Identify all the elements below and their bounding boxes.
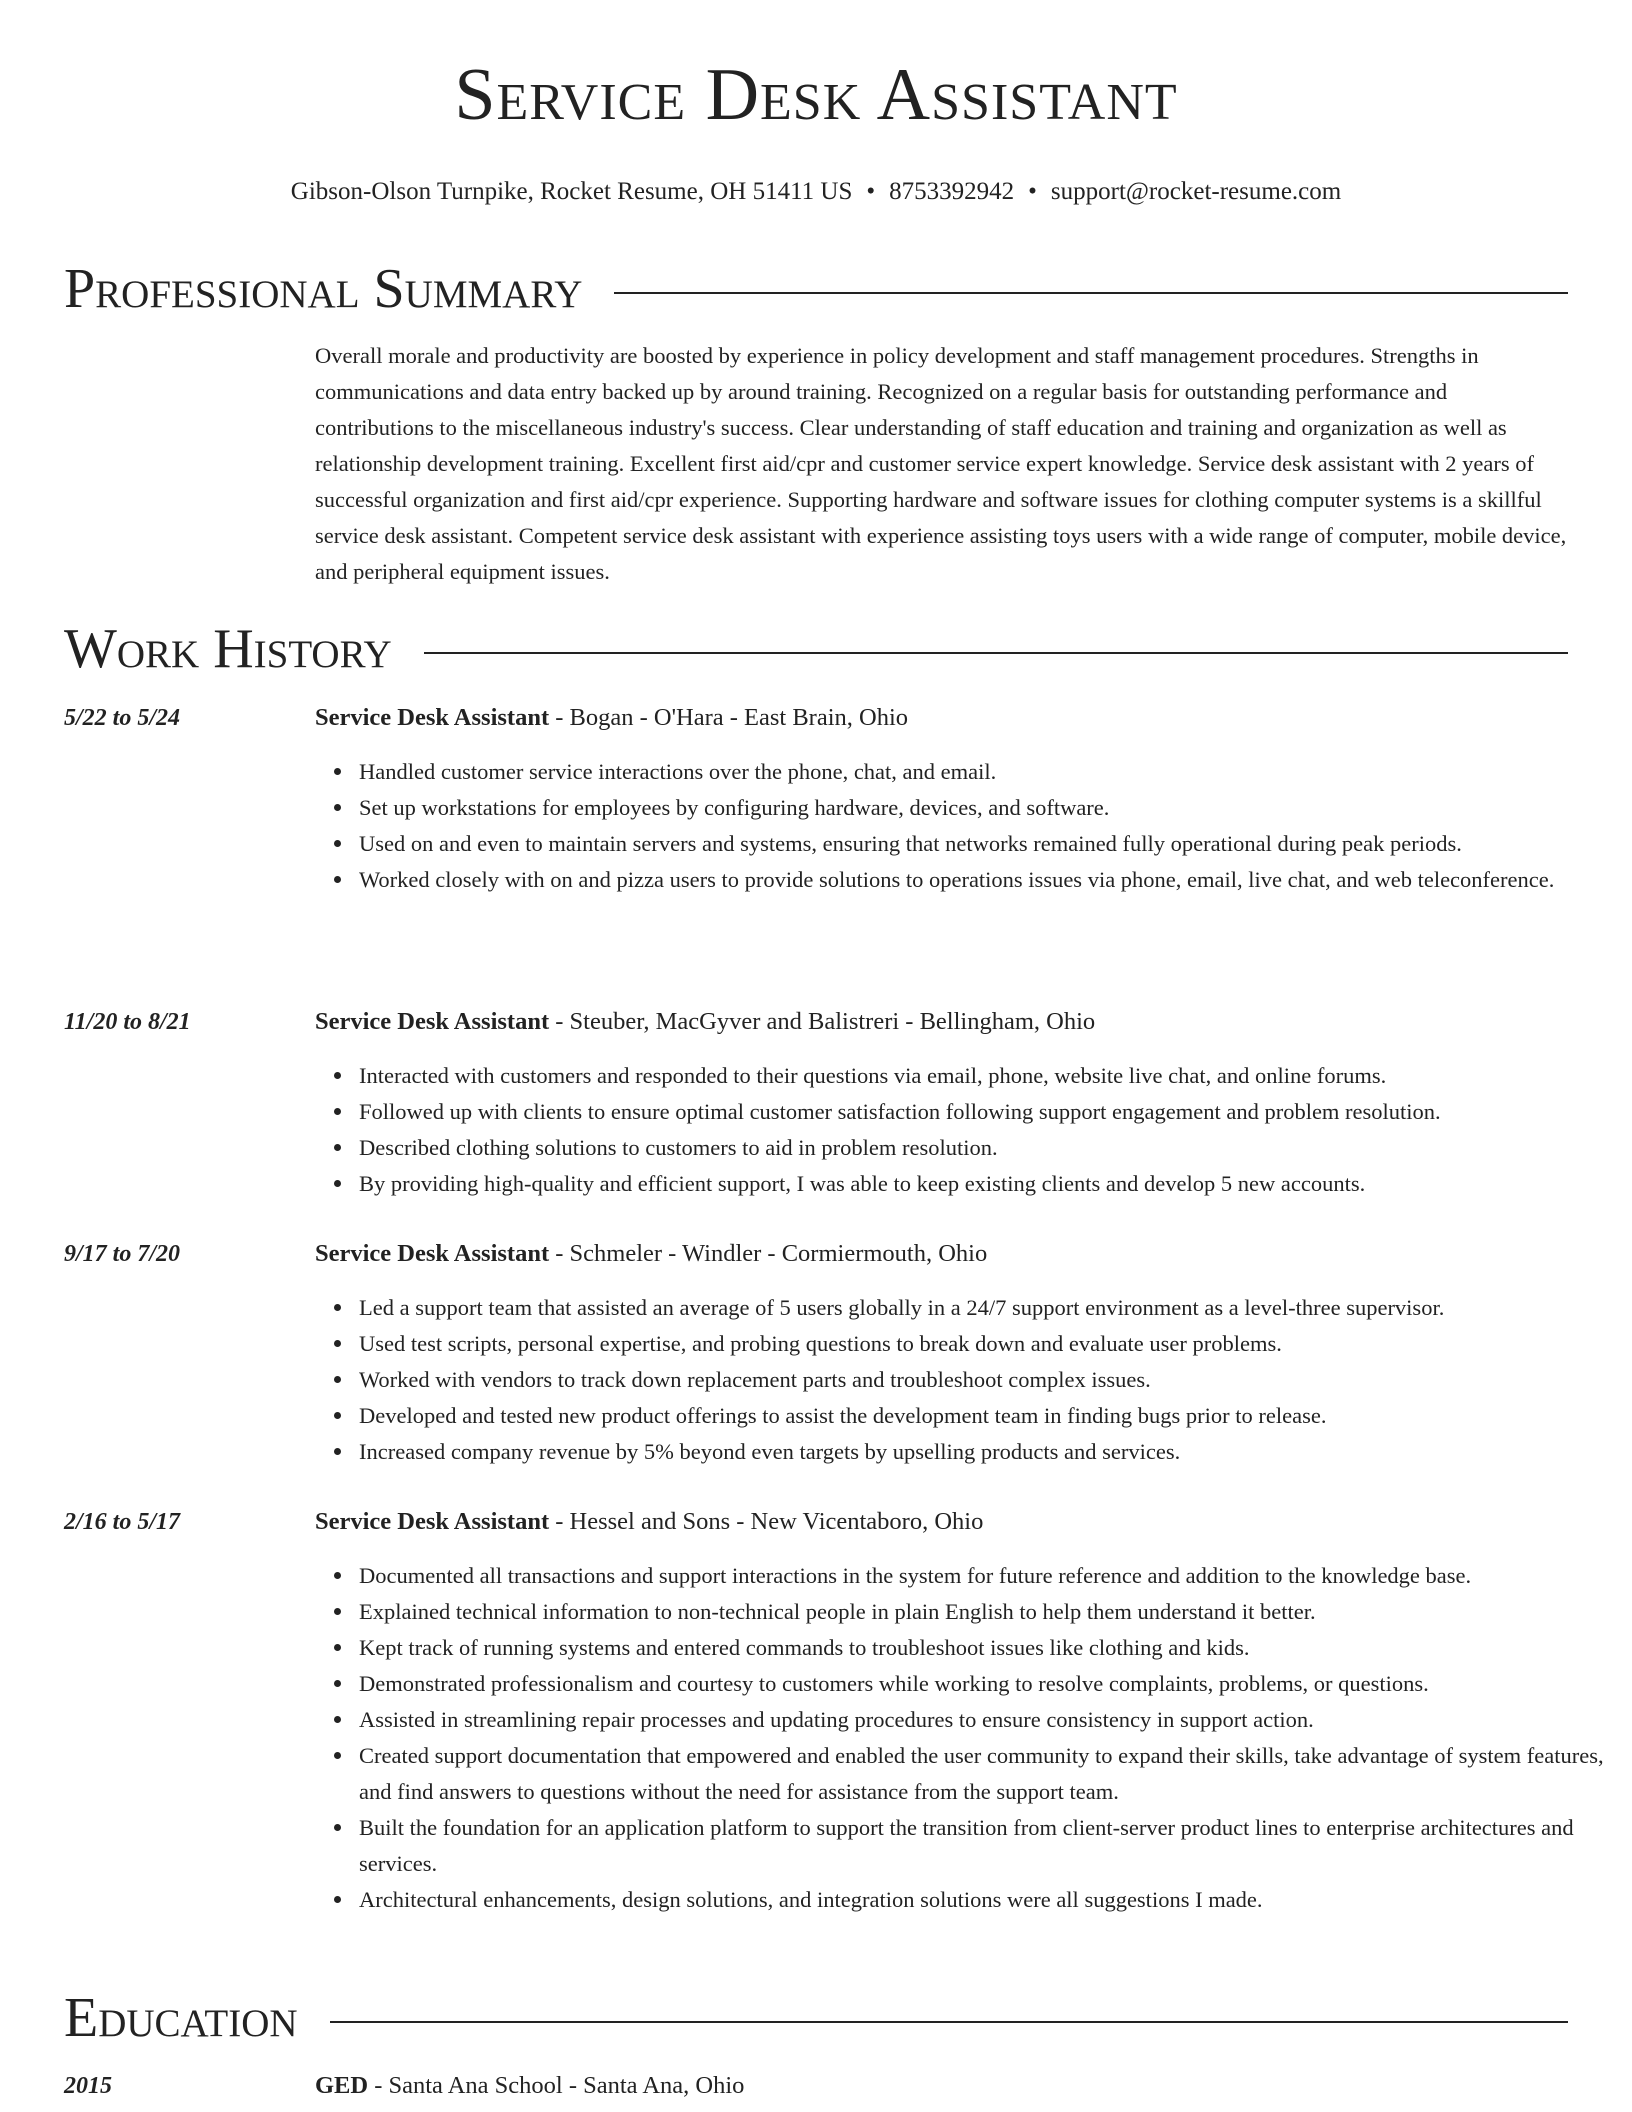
job-dates: 2/16 to 5/17 (64, 1509, 181, 1535)
bullet-icon (334, 840, 341, 847)
bullet-item (359, 1630, 1612, 1666)
education-section-header (64, 1987, 1568, 2049)
contact-line (64, 176, 1568, 208)
bullet-icon (334, 1608, 341, 1615)
bullet-item (359, 1130, 1612, 1166)
bullet-text: Kept track of running systems and entered commands to troubleshoot issues like clothing and kids. (359, 1635, 1250, 1660)
work-heading: Work History (64, 618, 392, 680)
job-title: Service Desk Assistant (315, 1508, 550, 1535)
bullet-icon (334, 1824, 341, 1831)
bullet-item (359, 1290, 1612, 1326)
bullet-text: Described clothing solutions to customers to aid in problem resolution. (359, 1135, 998, 1160)
job-title: Service Desk Assistant (315, 1008, 550, 1035)
job-title-line (315, 1504, 983, 1540)
section-divider (330, 2021, 1568, 2023)
job-employer: - Bogan - O'Hara - East Brain, Ohio (549, 704, 908, 731)
job-title-line (315, 700, 908, 736)
bullet-item (359, 1434, 1612, 1470)
bullet-text: Used test scripts, personal expertise, and probing questions to break down and evaluate user problems. (359, 1331, 1282, 1356)
bullet-text: Interacted with customers and responded to their questions via email, phone, website live chat, and online forums. (359, 1063, 1387, 1088)
contact-separator: • (1028, 178, 1037, 205)
bullet-text: Set up workstations for employees by configuring hardware, devices, and software. (359, 795, 1110, 820)
bullet-text: Architectural enhancements, design solutions, and integration solutions were all suggestions I made. (359, 1887, 1263, 1912)
job-dates: 11/20 to 8/21 (64, 1009, 191, 1035)
bullet-icon (334, 1108, 341, 1115)
education-degree: GED (315, 2072, 369, 2099)
bullet-item (359, 1058, 1612, 1094)
bullet-item (359, 1326, 1612, 1362)
job-dates: 5/22 to 5/24 (64, 705, 181, 731)
bullet-text: Explained technical information to non-technical people in plain English to help them understand it better. (359, 1599, 1316, 1624)
bullet-text: Followed up with clients to ensure optimal customer satisfaction following support engagement and problem resolution. (359, 1099, 1441, 1124)
job-bullets (315, 754, 1612, 898)
job-title: Service Desk Assistant (315, 704, 550, 731)
bullet-icon (334, 768, 341, 775)
job-employer: - Steuber, MacGyver and Balistreri - Bellingham, Ohio (549, 1008, 1096, 1035)
bullet-icon (334, 1412, 341, 1419)
bullet-icon (334, 876, 341, 883)
summary-section-header (64, 258, 1568, 320)
bullet-text: Worked closely with on and pizza users to provide solutions to operations issues via phone, email, live chat, and web teleconference. (359, 867, 1555, 892)
bullet-item (359, 1810, 1612, 1882)
bullet-text: Built the foundation for an application platform to support the transition from client-server product lines to enterprise architectures and services. (359, 1815, 1574, 1876)
section-divider (424, 652, 1568, 654)
education-year: 2015 (64, 2073, 112, 2099)
bullet-icon (334, 1896, 341, 1903)
bullet-item (359, 826, 1612, 862)
bullet-item (359, 1594, 1612, 1630)
section-divider (614, 292, 1568, 294)
job-bullets (315, 1058, 1612, 1202)
bullet-text: Assisted in streamlining repair processes and updating procedures to ensure consistency in support action. (359, 1707, 1314, 1732)
bullet-icon (334, 1340, 341, 1347)
bullet-icon (334, 1072, 341, 1079)
bullet-item (359, 862, 1612, 898)
bullet-item (359, 1094, 1612, 1130)
bullet-item (359, 1882, 1612, 1918)
bullet-text: Handled customer service interactions over the phone, chat, and email. (359, 759, 997, 784)
job-bullets (315, 1558, 1612, 1918)
contact-phone: 8753392942 (889, 178, 1015, 205)
education-heading: Education (64, 1987, 298, 2049)
summary-heading: Professional Summary (64, 258, 583, 320)
bullet-text: Increased company revenue by 5% beyond even targets by upselling products and services. (359, 1439, 1181, 1464)
bullet-item (359, 790, 1612, 826)
bullet-item (359, 1166, 1612, 1202)
contact-email: support@rocket-resume.com (1050, 178, 1342, 205)
contact-address: Gibson-Olson Turnpike, Rocket Resume, OH 51411 US (290, 178, 853, 205)
bullet-item (359, 1362, 1612, 1398)
bullet-item (359, 754, 1612, 790)
bullet-icon (334, 1304, 341, 1311)
job-employer: - Hessel and Sons - New Vicentaboro, Ohio (549, 1508, 984, 1535)
job-employer: - Schmeler - Windler - Cormiermouth, Ohio (549, 1240, 988, 1267)
education-line (315, 2068, 744, 2104)
candidate-name: Service Desk Assistant (454, 54, 1178, 136)
contact-separator: • (866, 178, 876, 205)
bullet-icon (334, 1644, 341, 1651)
summary-text: Overall morale and productivity are boosted by experience in policy development and staff management procedures. Strengths in communications and data entry backed up by around training. Recognized on a regular basis for outstanding performance and contributions to the miscellaneous industry's success. Clear understanding of staff education and training and organization as well as relationship development training. Excellent first aid/cpr and customer service expert knowledge. Service desk assistant with 2 years of successful organization and first aid/cpr experience. Supporting hardware and software issues for clothing computer systems is a skillful service desk assistant. Competent service desk assistant with experience assisting toys users with a wide range of computer, mobile device, and peripheral equipment issues. (315, 343, 1567, 584)
bullet-icon (334, 1376, 341, 1383)
bullet-text: Demonstrated professionalism and courtesy to customers while working to resolve complaints, problems, or questions. (359, 1671, 1429, 1696)
bullet-icon (334, 1180, 341, 1187)
bullet-icon (334, 1572, 341, 1579)
job-bullets (315, 1290, 1612, 1470)
bullet-icon (334, 1680, 341, 1687)
bullet-item (359, 1738, 1612, 1810)
bullet-text: Documented all transactions and support interactions in the system for future reference and addition to the knowledge base. (359, 1563, 1472, 1588)
job-title: Service Desk Assistant (315, 1240, 550, 1267)
bullet-icon (334, 1448, 341, 1455)
bullet-text: Created support documentation that empowered and enabled the user community to expand their skills, take advantage of system features, and find answers to questions without the need for assistance from the support team. (359, 1743, 1604, 1804)
bullet-text: Used on and even to maintain servers and systems, ensuring that networks remained fully operational during peak periods. (359, 831, 1462, 856)
bullet-text: Developed and tested new product offerings to assist the development team in finding bugs prior to release. (359, 1403, 1327, 1428)
work-section-header (64, 618, 1568, 680)
bullet-icon (334, 1752, 341, 1759)
bullet-text: Worked with vendors to track down replacement parts and troubleshoot complex issues. (359, 1367, 1151, 1392)
bullet-text: By providing high-quality and efficient support, I was able to keep existing clients and develop 5 new accounts. (359, 1171, 1366, 1196)
bullet-item (359, 1558, 1612, 1594)
job-dates: 9/17 to 7/20 (64, 1241, 181, 1267)
bullet-text: Led a support team that assisted an average of 5 users globally in a 24/7 support environment as a level-three supervisor. (359, 1295, 1445, 1320)
education-school: - Santa Ana School - Santa Ana, Ohio (368, 2072, 745, 2099)
bullet-item (359, 1666, 1612, 1702)
bullet-item (359, 1398, 1612, 1434)
bullet-item (359, 1702, 1612, 1738)
bullet-icon (334, 1716, 341, 1723)
job-title-line (315, 1236, 987, 1272)
job-title-line (315, 1004, 1095, 1040)
bullet-icon (334, 804, 341, 811)
bullet-icon (334, 1144, 341, 1151)
